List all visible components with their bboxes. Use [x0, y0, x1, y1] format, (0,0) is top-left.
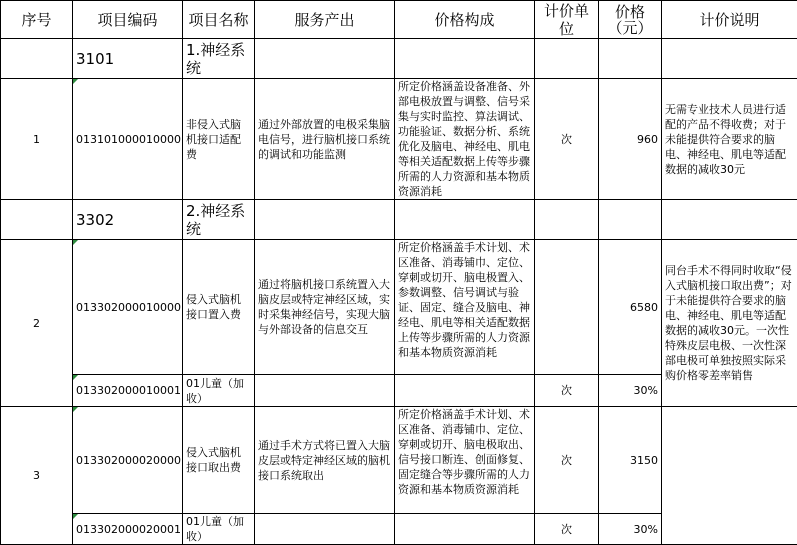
price-composition-cell: 所定价格涵盖手术计划、术区准备、消毒铺巾、定位、穿刺或切开、脑电极置入、参数调整、信号调试与验证、固定、缝合及脑电、神经电、肌电等相关适配数据上传等步骤所需的人力资源和基本物质资源消耗 — [395, 240, 535, 375]
price-composition-cell: 所定价格涵盖手术计划、术区准备、消毒铺巾、定位、穿刺或切开、脑电极取出、信号接口断连、创面修复、固定缝合等步骤所需的人力资源和基本物质资源消耗 — [395, 407, 535, 514]
service-output-cell: 通过外部放置的电极采集脑电信号，进行脑机接口系统的调试和功能监测 — [255, 79, 395, 200]
item-code-cell: 013302000020000 — [73, 407, 183, 514]
header-item-name: 项目名称 — [183, 1, 255, 39]
category-row — [1, 200, 797, 240]
item-code-cell: 013302000010001 — [73, 375, 183, 407]
seq-cell: 3 — [1, 407, 73, 545]
unit-cell: 次 — [535, 407, 599, 514]
item-name-cell: 侵入式脑机接口置入费 — [183, 240, 255, 375]
seq-cell: 2 — [1, 240, 73, 407]
header-seq: 序号 — [1, 1, 73, 39]
unit-cell: 次 — [535, 514, 599, 545]
price-cell: 960 — [599, 79, 662, 200]
unit-cell — [535, 240, 599, 375]
price-cell: 30% — [599, 514, 662, 545]
item-name-cell: 01儿童（加收） — [183, 514, 255, 545]
category-name: 2.神经系统 — [183, 200, 255, 240]
table-row — [1, 240, 797, 375]
item-code-cell: 013302000020001 — [73, 514, 183, 545]
category-name: 1.神经系统 — [183, 39, 255, 79]
unit-cell: 次 — [535, 79, 599, 200]
table-row — [1, 79, 797, 200]
category-code: 3101 — [73, 39, 183, 79]
category-code: 3302 — [73, 200, 183, 240]
header-service-output: 服务产出 — [255, 1, 395, 39]
service-output-cell: 通过手术方式将已置入大脑皮层或特定神经区域的脑机接口系统取出 — [255, 407, 395, 514]
price-cell: 3150 — [599, 407, 662, 514]
seq-cell: 1 — [1, 79, 73, 200]
header-item-code: 项目编码 — [73, 1, 183, 39]
unit-cell: 次 — [535, 375, 599, 407]
price-cell: 30% — [599, 375, 662, 407]
item-code-cell: 013101000010000 — [73, 79, 183, 200]
item-name-cell: 01儿童（加收） — [183, 375, 255, 407]
price-cell: 6580 — [599, 240, 662, 375]
category-row — [1, 39, 797, 79]
item-code-cell: 013302000010000 — [73, 240, 183, 375]
service-output-cell: 通过将脑机接口系统置入大脑皮层或特定神经区域，实时采集神经信号，实现大脑与外部设备的信息交互 — [255, 240, 395, 375]
header-unit: 计价单位 — [535, 1, 599, 39]
note-cell — [662, 407, 797, 545]
item-name-cell: 侵入式脑机接口取出费 — [183, 407, 255, 514]
header-note: 计价说明 — [662, 1, 797, 39]
table-row — [1, 407, 797, 514]
note-cell: 同台手术不得同时收取“侵入式脑机接口取出费”；对于未能提供符合要求的脑电、神经电、肌电等适配数据的减收30元。一次性特殊皮层电极、一次性深部电极可单独按照实际采购价格零差率销售 — [662, 240, 797, 407]
price-composition-cell: 所定价格涵盖设备准备、外部电极放置与调整、信号采集与实时监控、算法调试、功能验证、数据分析、系统优化及脑电、神经电、肌电等相关适配数据上传等步骤所需的人力资源和基本物质资源消耗 — [395, 79, 535, 200]
header-row — [1, 1, 797, 39]
note-cell: 无需专业技术人员进行适配的产品不得收费；对于未能提供符合要求的脑电、神经电、肌电等适配数据的减收30元 — [662, 79, 797, 200]
header-price-composition: 价格构成 — [395, 1, 535, 39]
header-price: 价格 （元） — [599, 1, 662, 39]
item-name-cell: 非侵入式脑机接口适配费 — [183, 79, 255, 200]
